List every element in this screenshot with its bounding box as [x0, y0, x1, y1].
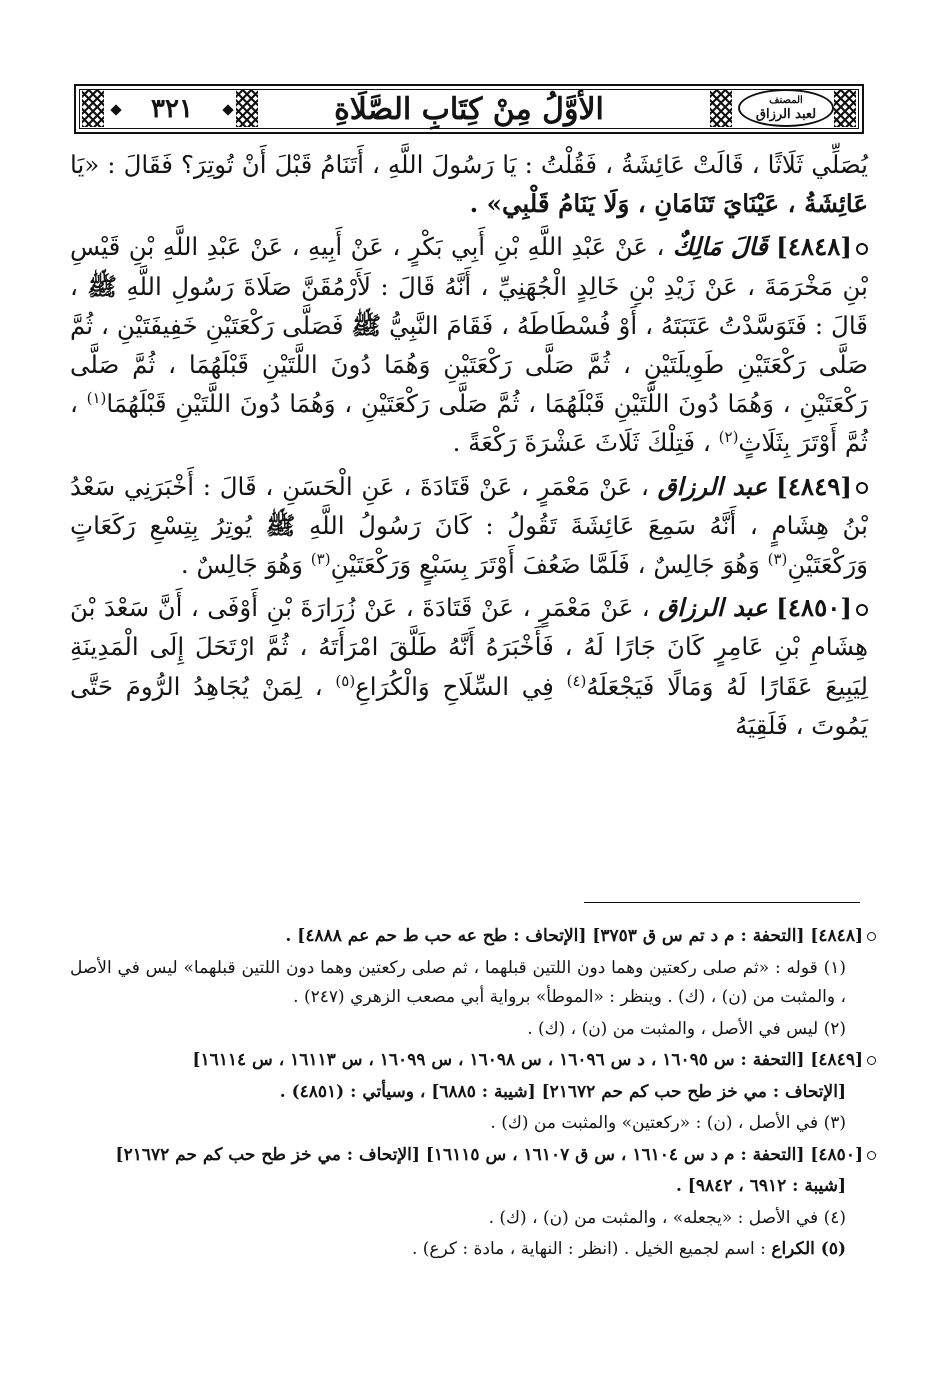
hadith-narrator: عبد الرزاق — [657, 471, 768, 501]
hadith-marker-icon — [856, 604, 868, 616]
hadith-number: [٤٨٥٠] — [776, 593, 852, 623]
hadith-text: وَهُوَ جَالِسٌ ، فَلَمَّا ضَعُفَ أَوْتَرَ بِسَبْعٍ وَرَكْعَتَيْنِ — [330, 550, 760, 580]
hadith-text: ، لِمَنْ يُجَاهِدُ الرُّومَ حَتَّى يَمُوتَ ، فَلَقِيَهُ — [70, 671, 868, 740]
running-header — [74, 84, 864, 134]
footnote-term: (٥) الكراع — [771, 1239, 846, 1259]
hadith-marker-icon — [867, 1056, 876, 1065]
footnote-5 — [70, 1235, 876, 1265]
hadith-number: [٤٨٤٩] — [776, 471, 852, 501]
salutation-glyph: ﷺ — [265, 510, 296, 540]
salutation-glyph: ﷺ — [87, 271, 117, 301]
footnotes — [70, 922, 876, 1267]
book-logo — [738, 89, 834, 127]
footnote-ref: (٣) — [310, 549, 331, 568]
footnote-ref-4849: [٤٨٤٩] [التحفة : س ١٦٠٩٥ ، د س ١٦٠٩٦ ، س ١٦٠٩٨ ، س ١٦٠٩٩ ، س ١٦١١٣ ، س ١٦١١٤] — [70, 1046, 876, 1076]
hadith-marker-icon — [856, 243, 868, 255]
hadith-narrator: عبد الرزاق — [658, 593, 768, 623]
footnote-4: (٤) في الأصل : «يجعله» ، والمثبت من (ن) ، (ك) . — [488, 1207, 846, 1228]
footnote-ref: (٣) — [767, 549, 788, 568]
hadith-4849 — [70, 467, 868, 585]
hadith-text: ، عَنْ عَبْدِ اللَّهِ بْنِ أَبِي بَكْرٍ ، عَنْ أَبِيهِ ، عَنْ عَبْدِ اللَّهِ بْنِ قَيْسِ بْنِ مَخْرَمَةَ ، عَنْ زَيْدِ بْنِ خَالِدٍ الْجُهَنِيِّ ، أَنَّهُ قَالَ : لَأَرْمُقَنَّ صَلَاةَ رَسُولِ اللَّهِ — [70, 232, 868, 301]
hadith-text: ، ثُمَّ أَوْتَرَ بِثَلَاثٍ — [70, 389, 868, 458]
hadith-text: ، عَنْ مَعْمَرٍ ، عَنْ قَتَادَةَ ، عَنِ الْحَسَنِ ، قَالَ : أَخْبَرَنِي سَعْدُ بْنُ هِشَامٍ ، أَنَّهُ سَمِعَ عَائِشَةَ تَقُولُ : كَانَ رَسُولُ اللَّهِ — [70, 471, 868, 540]
logo-line-1: المصنف — [769, 95, 803, 106]
hadith-marker-icon — [867, 1151, 876, 1160]
page-number: ٣٢١ — [116, 92, 228, 126]
hadith-marker-icon — [867, 932, 876, 941]
hadith-4850 — [70, 588, 868, 745]
footnote-3: (٣) في الأصل ، (ن) : «ركعتين» والمثبت من (ك) . — [490, 1113, 846, 1133]
hadith-4848 — [70, 227, 868, 462]
hadith-text: يُوتِرُ بِتِسْعِ رَكَعَاتٍ وَرَكْعَتَيْنِ — [70, 510, 868, 580]
footnote-ref: (٢) — [718, 428, 739, 447]
salutation-glyph: ﷺ — [351, 310, 382, 340]
chapter-title: الأوَّلُ مِنْ كِتَابِ الصَّلَاةِ — [334, 92, 604, 127]
hadith-number: [٤٨٤٨] — [776, 232, 852, 262]
footnote-shayba-4850: [شيبة : ٦٩١٢ ، ٩٨٤٢] . — [675, 1176, 846, 1196]
main-text — [70, 145, 868, 749]
hadith-text: وَهُوَ جَالِسٌ . — [180, 550, 303, 580]
footnote-ithaf-4849: [الإتحاف : مي خز طح حب كم حم ٢١٦٧٢] [شيبة : ٦٨٨٥] ، وسيأتي : (٤٨٥١) . — [279, 1081, 846, 1102]
hadith-text: ، قَالَ : فَتَوَسَّدْتُ عَتَبَتَهُ ، أَوْ فُسْطَاطَهُ ، فَقَامَ النَّبِيُّ — [70, 271, 868, 340]
hadith-text: فَصَلَّى رَكْعَتَيْنِ خَفِيفَتَيْنِ ، ثُمَّ صَلَّى رَكْعَتَيْنِ طَوِيلَتَيْنِ ، ثُمَّ صَلَّى رَكْعَتَيْنِ وَهُمَا دُونَ اللَّتَيْنِ قَبْلَهُمَا ، ثُمَّ صَلَّى رَكْعَتَيْنِ ، وَهُمَا دُونَ اللَّتَيْنِ قَبْلَهُمَا ، ثُمَّ صَلَّى رَكْعَتَيْنِ ، وَهُمَا دُونَ اللَّتَيْنِ قَبْلَهُمَا — [70, 310, 868, 419]
footnote-ref: (١) — [86, 389, 107, 408]
intro-paragraph — [70, 145, 868, 223]
hadith-narrator: قَالَ مَالِكٌ — [672, 232, 768, 262]
footnote-ref: (٤) — [566, 671, 587, 690]
hadith-text: ، عَنْ مَعْمَرٍ ، عَنْ قَتَادَةَ ، عَنْ زُرَارَةَ بْنِ أَوْفَى ، أَنَّ سَعْدَ بْنَ هِشَامِ بْنِ عَامِرٍ كَانَ جَارًا لَهُ ، فَأَخْبَرَهُ أَنَّهُ طَلَّقَ امْرَأَتَهُ ، ثُمَّ ارْتَحَلَ إِلَى الْمَدِينَةِ لِيَبِيعَ عَقَارًا لَهُ وَمَالًا فَيَجْعَلَهُ — [70, 593, 868, 701]
footnote-divider — [584, 902, 860, 903]
footnote-5-text: : اسم لجميع الخيل . (انظر : النهاية ، مادة : كرع) . — [411, 1239, 766, 1259]
footnote-2: (٢) ليس في الأصل ، والمثبت من (ن) ، (ك) . — [527, 1018, 846, 1039]
footnote-ref: (٥) — [335, 671, 356, 690]
footnote-ref-4848: [٤٨٤٨] [التحفة : م د تم س ق ٣٧٥٣] [الإتحاف : طح عه حب ط حم عم ٤٨٨٨] . — [70, 922, 876, 952]
intro-line: يُصَلِّي ثَلَاثًا ، قَالَتْ عَائِشَةُ ، فَقُلْتُ : يَا رَسُولَ اللَّهِ ، أَتَنَامُ قَبْلَ أَنْ تُوتِرَ؟ فَقَالَ : «يَا — [70, 150, 868, 179]
hadith-text: ، فَتِلْكَ ثَلَاثَ عَشْرَةَ رَكْعَةً . — [452, 428, 711, 458]
footnote-ref-4850: [٤٨٥٠] [التحفة : م د س ١٦١٠٤ ، س ق ١٦١٠٧ ، س ١٦١١٥] [الإتحاف : مي خز طح حب كم حم ٢١٦٧٢] — [70, 1141, 876, 1171]
logo-line-2: لعبد الرزاق — [755, 107, 817, 122]
hadith-marker-icon — [856, 482, 868, 494]
footnote-1: (١) قوله : «ثم صلى ركعتين وهما دون اللتين قبلهما ، ثم صلى ركعتين وهما دون اللتين قبلهما» ليس في الأصل ، والمثبت من (ن) ، (ك) . وينظر : «الموطأ» برواية أبي مصعب الزهري (٢٤٧) . — [70, 957, 846, 1007]
hadith-text: فِي السِّلَاحِ وَالْكُرَاعِ — [355, 671, 554, 701]
intro-quote: عَائِشَةُ ، عَيْنَايَ تَنَامَانِ ، وَلَا يَنَامُ قَلْبِي» . — [469, 189, 868, 219]
